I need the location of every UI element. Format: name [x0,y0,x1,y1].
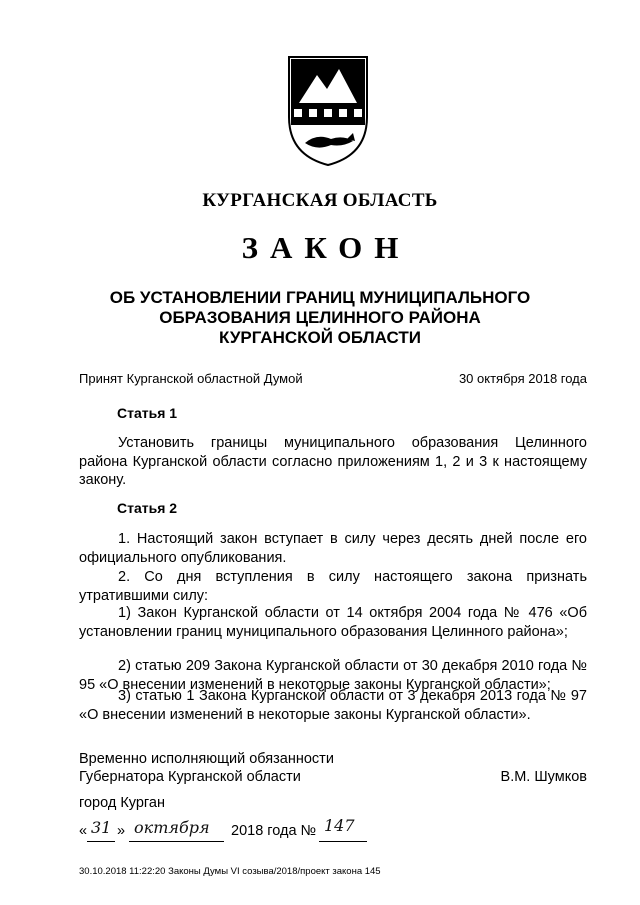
document-type-title: ЗАКОН [241,230,411,265]
adoption-date: 30 октября 2018 года [458,371,587,386]
region-title: КУРГАНСКАЯ ОБЛАСТЬ [202,190,438,211]
signature-block [79,750,587,786]
article-1-heading: Статья 1 [117,405,178,421]
article-2-item-1: 1) Закон Курганской области от 14 октября 2004 года № 476 «Об установлении границ муниципального образования Целинного района»; [79,605,587,640]
article-2-paragraph-2: 2. Со дня вступления в силу настоящего закона признать утратившими силу: [79,569,587,604]
article-2-heading: Статья 2 [117,500,178,516]
handwritten-month: октября [134,818,210,837]
law-subject-line: ОБРАЗОВАНИЯ ЦЕЛИННОГО РАЙОНА [159,308,481,327]
adopted-by: Принят Курганской областной Думой [79,371,303,386]
signatory-name: В.М. Шумков [500,769,587,785]
signatory-title-line-1: Временно исполняющий обязанности [79,751,334,767]
law-subject [0,288,640,348]
article-2-item-3: 3) статью 1 Закона Курганской области от 3 декабря 2013 года № 97 «О внесении изменений в некоторые законы Курганской области». [79,688,587,723]
handwritten-number: 147 [324,816,355,835]
article-1-text: Установить границы муниципального образования Целинного района Курганской области согласно приложениям 1, 2 и 3 к настоящему закону. [79,435,587,488]
article-2-paragraph-1: 1. Настоящий закон вступает в силу через десять дней после его официального опубликования. [79,531,587,566]
signing-date-line [79,816,379,846]
date-open-quote: « [79,823,88,839]
coat-of-arms-icon [287,55,369,167]
date-year-number-label: 2018 года № [231,823,317,839]
date-close-quote: » [117,823,126,839]
article-2-item-2: 2) статью 209 Закона Курганской области от 30 декабря 2010 года № 95 «О внесении изменений в некоторые законы Курганской области»; [79,658,587,693]
law-subject-line: КУРГАНСКОЙ ОБЛАСТИ [219,328,421,347]
law-subject-line: ОБ УСТАНОВЛЕНИИ ГРАНИЦ МУНИЦИПАЛЬНОГО [109,288,531,307]
adoption-line [79,371,587,386]
handwritten-day: 31 [91,818,112,837]
footer-note: 30.10.2018 11:22:20 Законы Думы VI созыва/2018/проект закона 145 [79,866,381,877]
signatory-title-line-2: Губернатора Курганской области [79,769,301,785]
city: город Курган [79,795,165,811]
